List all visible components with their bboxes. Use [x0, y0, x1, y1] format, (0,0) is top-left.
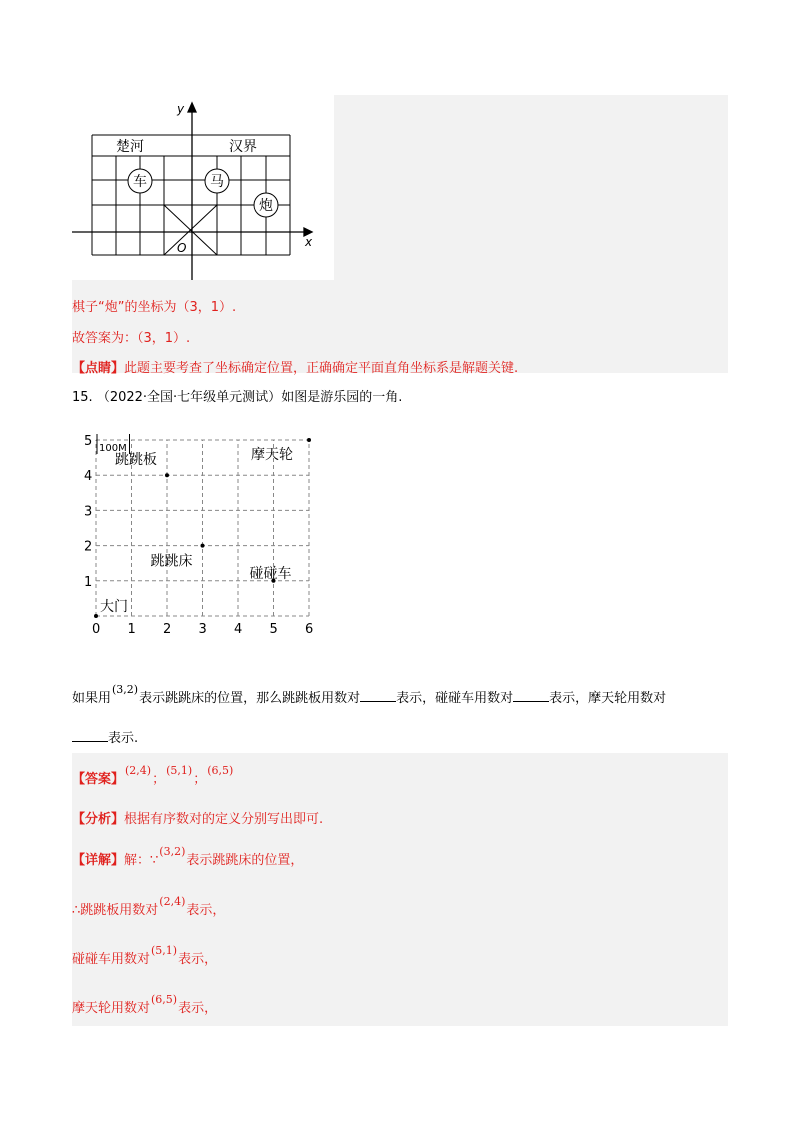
x-tick-label: 2: [163, 622, 172, 637]
y-tick-label: 2: [84, 539, 93, 555]
step1-pre: ∴跳跳板用数对: [72, 903, 159, 918]
answer-tag: 【答案】: [72, 772, 125, 787]
q15-text-3: 表示，碰碰车用数对: [396, 691, 514, 706]
chess-piece-ma: 马: [210, 174, 224, 190]
place-point: [201, 544, 205, 548]
answer-pair-1: (2,4): [125, 764, 152, 777]
step1-post: 表示，: [186, 903, 226, 918]
q15-stem: 如图是游乐园的一角.: [281, 390, 403, 405]
q15-number: 15.: [72, 390, 93, 405]
place-label: 大门: [100, 599, 128, 615]
answer15-step2: [72, 944, 218, 967]
step3-pair: (6,5): [151, 993, 178, 1006]
scale-label: 100M: [99, 443, 127, 454]
q15-text-1: 如果用: [72, 691, 112, 706]
x-tick-label: 6: [305, 622, 314, 637]
x-tick-label: 4: [234, 622, 243, 637]
q15-question-line2: [72, 727, 138, 746]
place-label: 跳跳床: [150, 553, 193, 570]
step3-pre: 摩天轮用数对: [72, 1001, 151, 1016]
detail-intro: 解：∵: [124, 853, 159, 868]
chess-piece-che: 车: [133, 174, 147, 190]
place-point: [165, 473, 169, 477]
q15-text-4: 表示，摩天轮用数对: [549, 691, 667, 706]
q15-text-5: 表示.: [108, 731, 139, 746]
step3-post: 表示，: [178, 1001, 218, 1016]
place-label: 跳跳板: [115, 452, 157, 469]
blank-1: [360, 689, 396, 702]
detail-ref-pair: (3,2): [159, 845, 186, 858]
detail-after: 表示跳跳床的位置，: [186, 853, 304, 868]
y-tick-label: 3: [84, 504, 93, 520]
analysis-tag: 【分析】: [72, 812, 125, 827]
answer-pair-2: (5,1): [166, 764, 193, 777]
solution14-line2: 故答案为：（3，1）.: [72, 331, 191, 346]
place-label: 摩天轮: [251, 447, 293, 463]
chess-piece-pao: 炮: [259, 198, 273, 214]
answer15-answer: [72, 764, 234, 787]
y-tick-label: 5: [84, 434, 93, 449]
answer-sep-1: ；: [152, 772, 166, 787]
answer15-analysis: [72, 808, 323, 827]
chess-y-label: y: [177, 102, 185, 116]
analysis-text: 根据有序数对的定义分别写出即可.: [124, 812, 324, 827]
x-tick-label: 0: [92, 622, 101, 637]
chess-river-left: 楚河: [116, 139, 144, 155]
answer15-detail: [72, 845, 304, 868]
answer-pair-3: (6,5): [207, 764, 234, 777]
answer15-step1: [72, 895, 226, 918]
park-grid-map: [86, 418, 326, 640]
chess-x-label: x: [305, 235, 313, 249]
q15-ref-pair: (3,2): [112, 683, 139, 696]
chess-board-figure: [72, 95, 334, 280]
x-tick-label: 3: [198, 622, 207, 637]
step1-pair: (2,4): [159, 895, 186, 908]
x-tick-label: 1: [127, 622, 136, 637]
place-point: [307, 438, 311, 442]
step2-post: 表示，: [178, 952, 218, 967]
blank-2: [513, 689, 549, 702]
q15-source: （2022·全国·七年级单元测试）: [96, 390, 282, 405]
place-point: [94, 614, 98, 618]
chess-origin-label: O: [177, 241, 187, 255]
step2-pair: (5,1): [151, 944, 178, 957]
blank-3: [72, 729, 108, 742]
comment-tag: 【点睛】: [72, 361, 125, 376]
solution14-line1: 棋子“炮”的坐标为（3，1）.: [72, 300, 237, 315]
y-tick-label: 4: [84, 469, 93, 485]
solution14-comment: [72, 357, 518, 376]
q15-question: [72, 683, 667, 706]
detail-tag: 【详解】: [72, 853, 125, 868]
step2-pre: 碰碰车用数对: [72, 952, 151, 967]
chess-river-right: 汉界: [229, 139, 257, 155]
place-label: 碰碰车: [249, 565, 292, 582]
q15-header: [72, 386, 402, 405]
q15-text-2: 表示跳跳床的位置，那么跳跳板用数对: [139, 691, 361, 706]
answer-sep-2: ；: [193, 772, 207, 787]
solution-shade-bottom: [72, 753, 728, 1026]
comment-text: 此题主要考查了坐标确定位置，正确确定平面直角坐标系是解题关键.: [124, 361, 519, 376]
y-tick-label: 1: [84, 574, 93, 590]
answer15-step3: [72, 993, 218, 1016]
x-tick-label: 5: [269, 622, 278, 637]
